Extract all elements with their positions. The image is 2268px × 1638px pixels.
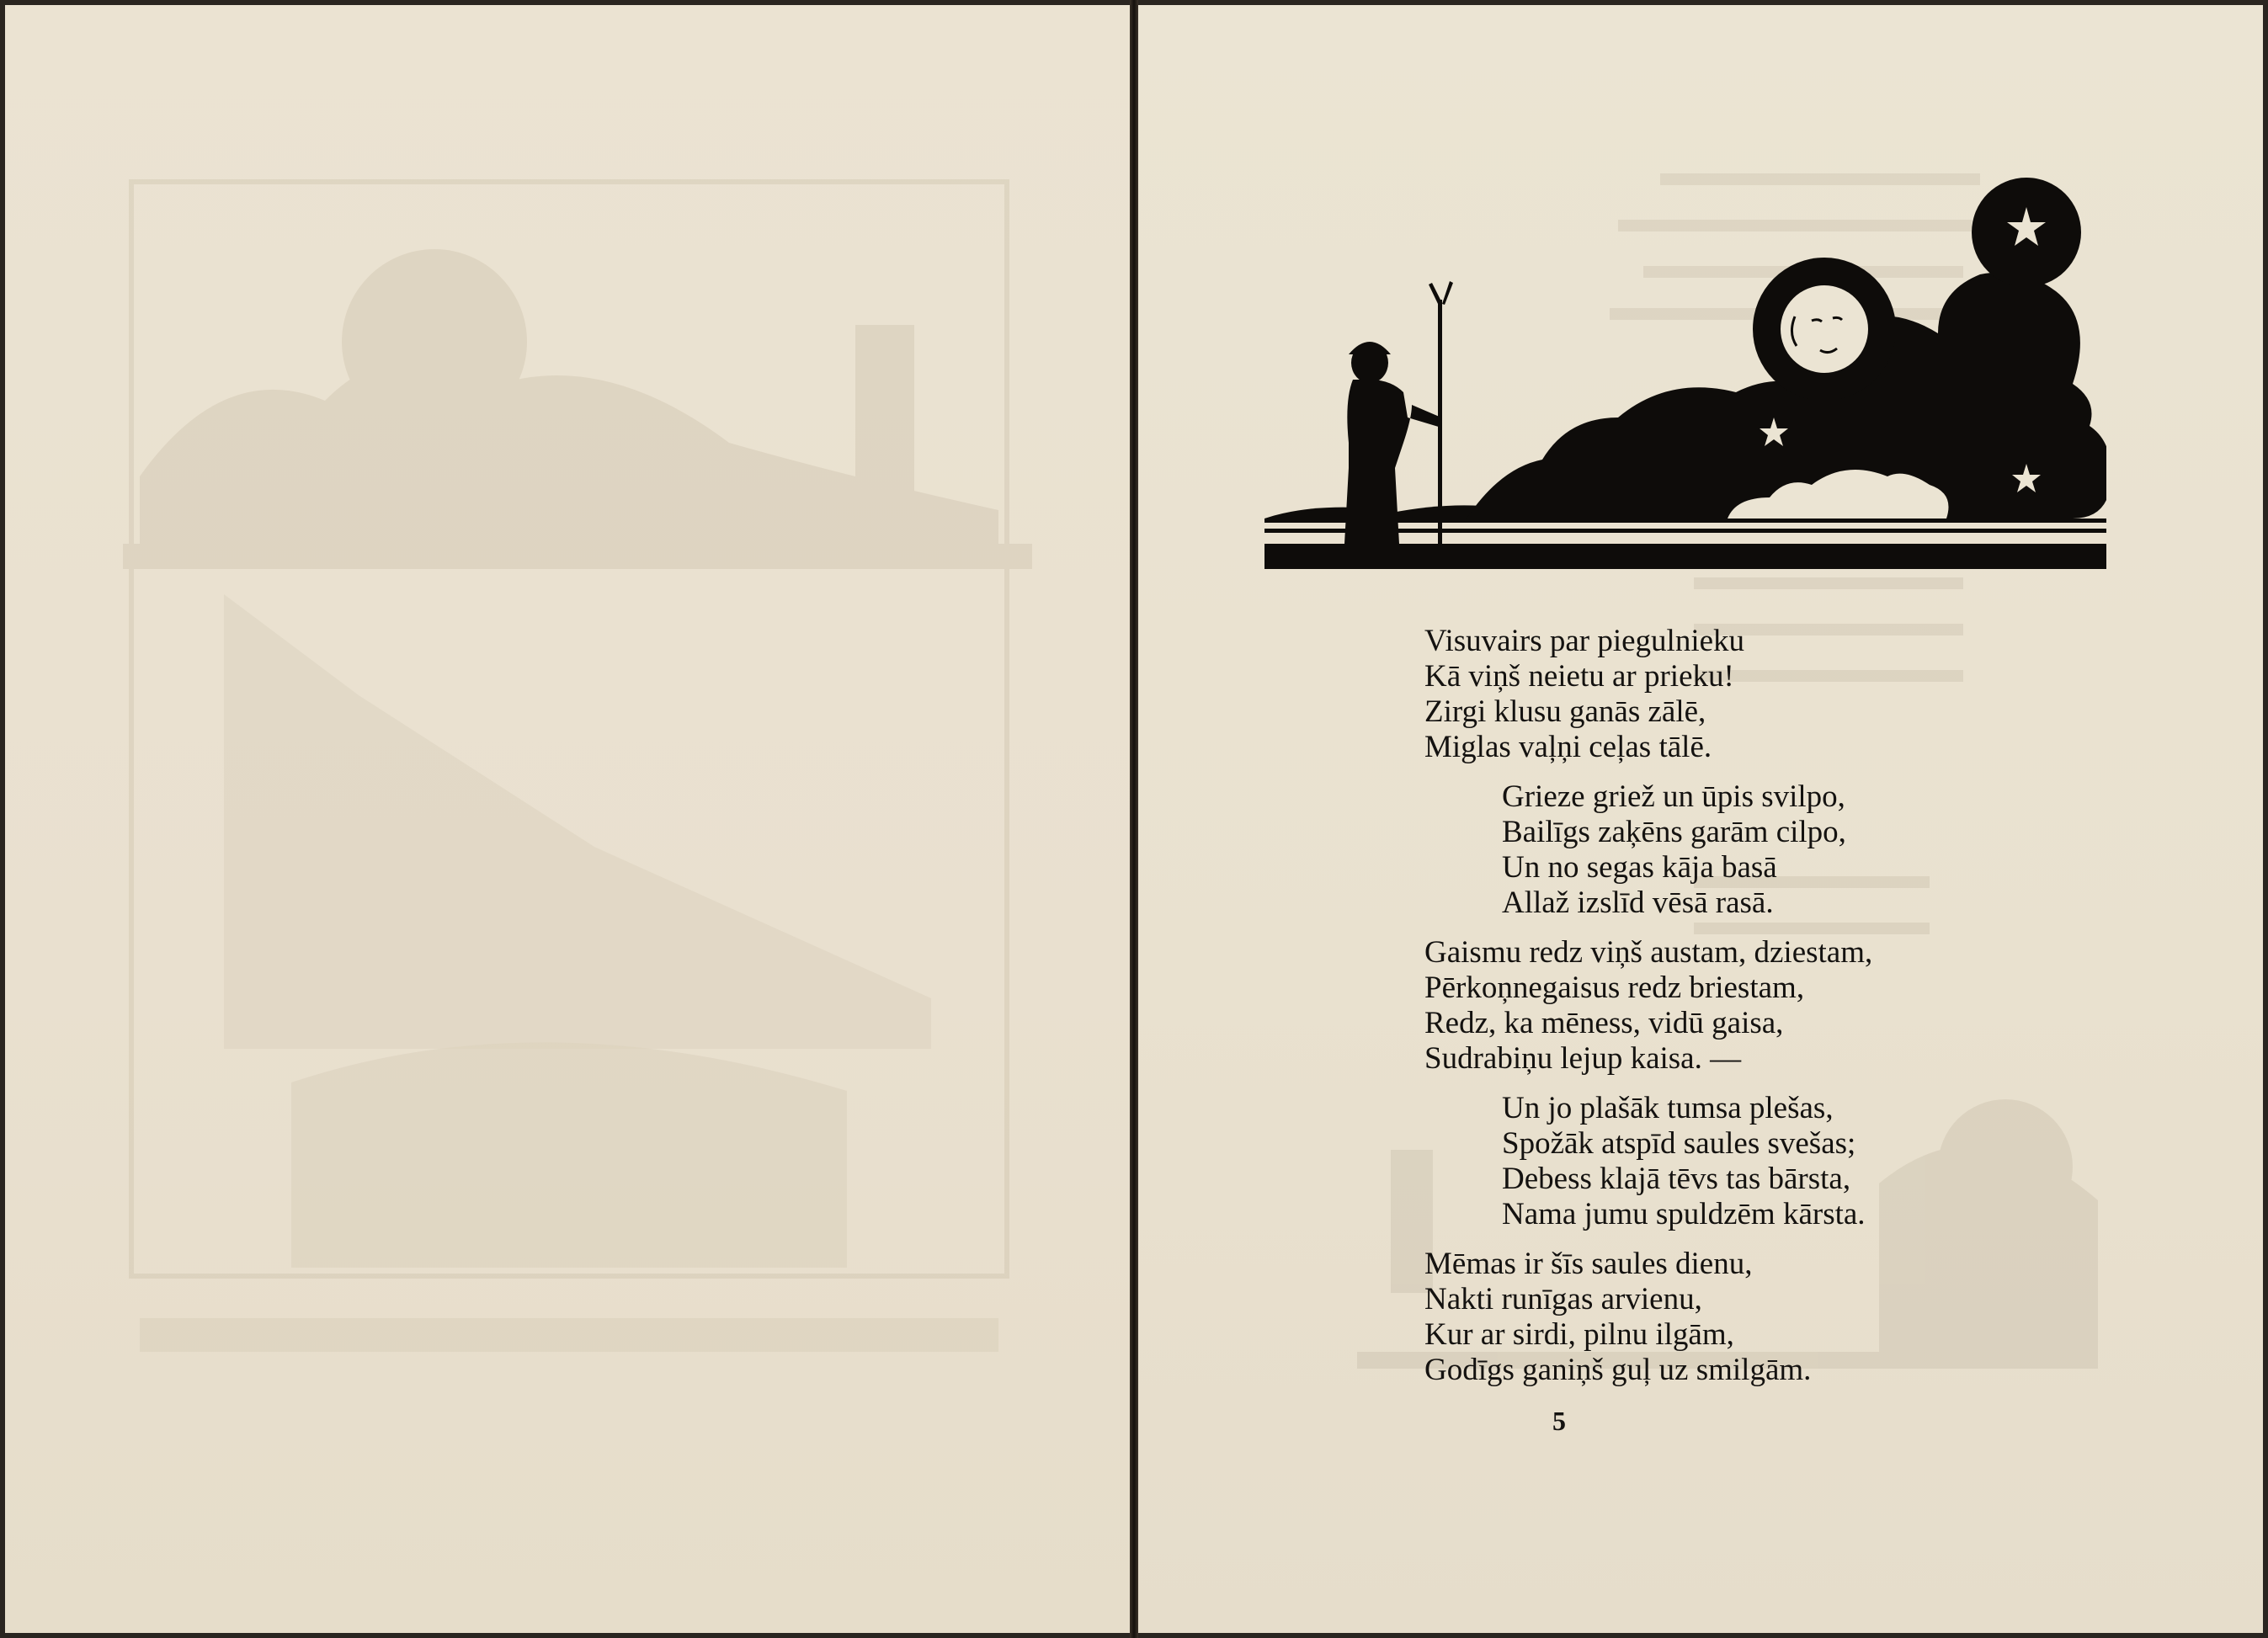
poem-stanza-1 [1424, 624, 2182, 765]
poem-line: Visuvairs par piegulnieku [1424, 624, 1745, 658]
poem-stanza-5 [1424, 1247, 2182, 1388]
poem-line: Grieze griež un ūpis svilpo, [1502, 779, 1845, 814]
shepherd-staff [1438, 300, 1442, 552]
poem-line: Mēmas ir šīs saules dienu, [1424, 1247, 1753, 1281]
poem-line: Zirgi klusu ganās zālē, [1424, 694, 1706, 729]
book-gutter [1130, 0, 1138, 1638]
left-page [5, 5, 1130, 1633]
poem-line: Pērkoņnegaisus redz briestam, [1424, 971, 1805, 1005]
poem-line: Godīgs ganiņš guļ uz smilgām. [1424, 1353, 1812, 1387]
poem-line: Spožāk atspīd saules svešas; [1502, 1126, 1856, 1161]
poem-line: Bailīgs zaķēns garām cilpo, [1502, 815, 1846, 849]
poem-line: Redz, ka mēness, vidū gaisa, [1424, 1006, 1784, 1040]
poem-line: Allaž izslīd vēsā rasā. [1502, 885, 1774, 920]
poem-line: Nakti runīgas arvienu, [1424, 1282, 1702, 1316]
poem-line: Gaismu redz viņš austam, dziestam, [1424, 935, 1873, 970]
poem-line: Un jo plašāk tumsa plešas, [1502, 1091, 1834, 1125]
poem-line: Nama jumu spuldzēm kārsta. [1502, 1197, 1866, 1231]
poem-line: Kur ar sirdi, pilnu ilgām, [1424, 1317, 1734, 1352]
poem-line: Miglas vaļņi ceļas tālē. [1424, 730, 1712, 764]
poem-line: Sudrabiņu lejup kaisa. — [1424, 1041, 1742, 1076]
right-page [1138, 5, 2263, 1633]
poem-stanza-3 [1424, 935, 2182, 1077]
poem-text [1424, 624, 2182, 1402]
page-number: 5 [1552, 1406, 1566, 1436]
moon-face-icon [1781, 285, 1868, 373]
poem-line: Kā viņš neietu ar prieku! [1424, 659, 1734, 694]
poem-stanza-4 [1424, 1091, 2182, 1232]
bleed-through-illustration [5, 5, 1130, 1633]
poem-stanza-2 [1424, 779, 2182, 921]
poem-line: Un no segas kāja basā [1502, 850, 1777, 885]
poem-line: Debess klajā tēvs tas bārsta, [1502, 1162, 1851, 1196]
shepherd-silhouette-illustration [1264, 165, 2106, 586]
ground-bar [1264, 544, 2106, 569]
